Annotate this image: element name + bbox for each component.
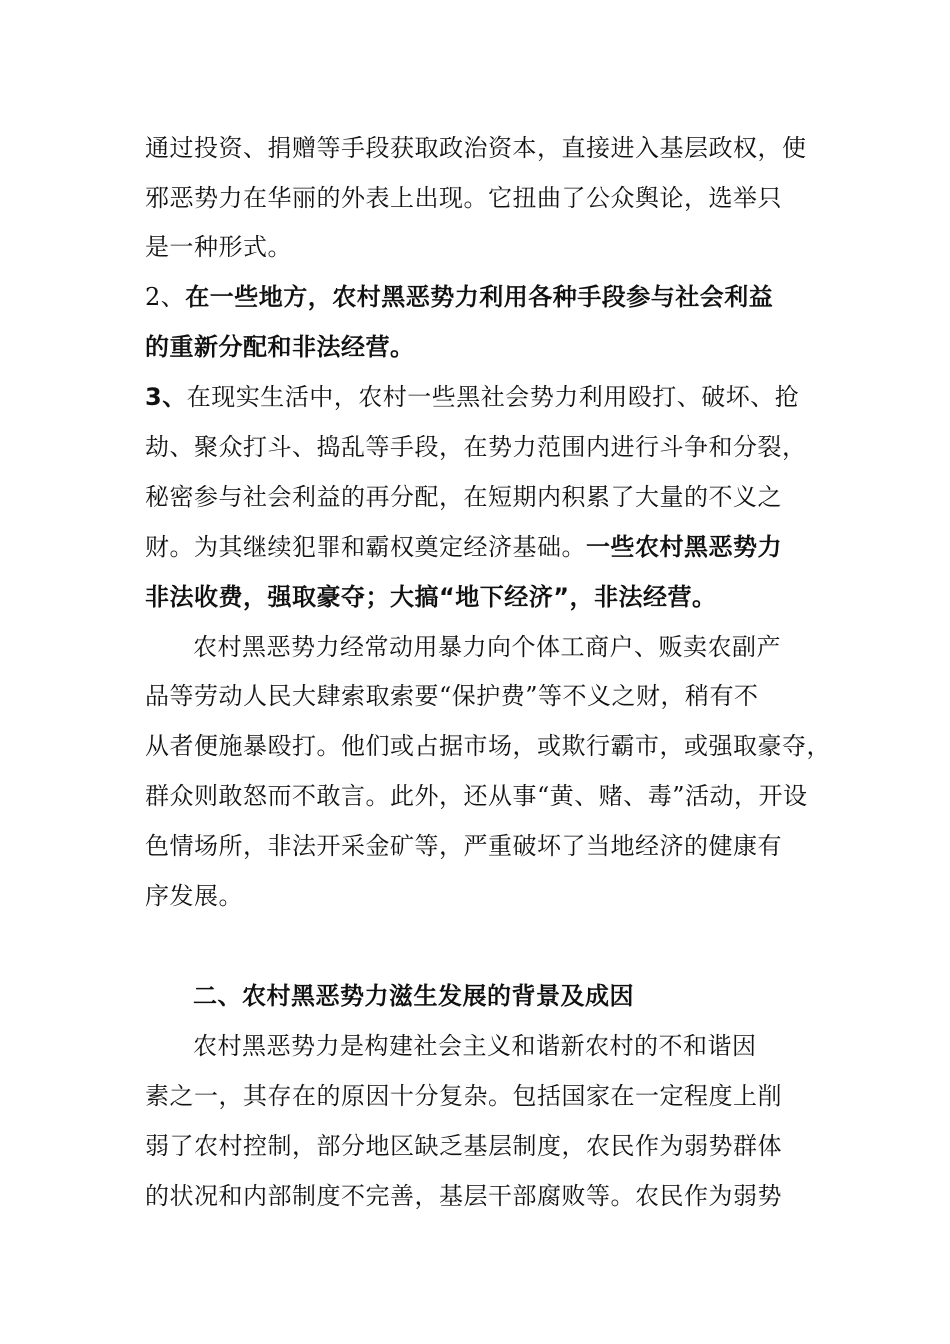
- section-heading: 二、农村黑恶势力滋生发展的背景及成因: [193, 982, 634, 1010]
- text-line: 劫、聚众打斗、捣乱等手段，在势力范围内进行斗争和分裂，: [145, 433, 807, 461]
- bold-text: 一些农村黑恶势力: [586, 533, 782, 561]
- text-span: 在现实生活中，农村一些黑社会势力利用殴打、破坏、抢: [186, 383, 800, 411]
- text-line: [145, 530, 782, 564]
- point-number: 3、: [145, 383, 187, 411]
- point-number: 2、: [145, 283, 186, 311]
- text-line: 的重新分配和非法经营。: [145, 333, 415, 361]
- text-line: 秘密参与社会利益的再分配，在短期内积累了大量的不义之: [145, 483, 782, 511]
- text-line: 素之一，其存在的原因十分复杂。包括国家在一定程度上削: [145, 1082, 782, 1110]
- numbered-point-3: [145, 380, 799, 414]
- paragraph-first-line: 农村黑恶势力经常动用暴力向个体工商户、贩卖农副产: [193, 633, 781, 661]
- bold-text: 在一些地方，农村黑恶势力利用各种手段参与社会利益: [185, 283, 774, 311]
- text-line: 弱了农村控制，部分地区缺乏基层制度，农民作为弱势群体: [145, 1132, 782, 1160]
- text-line: 从者便施暴殴打。他们或占据市场，或欺行霸市，或强取豪夺，: [145, 732, 831, 760]
- text-line: 品等劳动人民大肆索取索要“保护费”等不义之财，稍有不: [145, 682, 759, 710]
- text-line: 的状况和内部制度不完善，基层干部腐败等。农民作为弱势: [145, 1182, 782, 1210]
- text-span: 财。为其继续犯罪和霸权奠定经济基础。: [145, 533, 586, 561]
- text-line: 通过投资、捐赠等手段获取政治资本，直接进入基层政权，使: [145, 134, 807, 162]
- paragraph-first-line: 农村黑恶势力是构建社会主义和谐新农村的不和谐因: [193, 1032, 757, 1060]
- numbered-point-2: [145, 280, 773, 314]
- text-line: 邪恶势力在华丽的外表上出现。它扭曲了公众舆论，选举只: [145, 184, 782, 212]
- text-line: 群众则敢怒而不敢言。此外，还从事“黄、赌、毒”活动，开设: [145, 782, 808, 810]
- text-line: 是一种形式。: [145, 233, 292, 261]
- text-line: 色情场所，非法开采金矿等，严重破坏了当地经济的健康有: [145, 832, 782, 860]
- text-line: 序发展。: [145, 882, 243, 910]
- text-line: 非法收费，强取豪夺；大搞“地下经济”，非法经营。: [145, 583, 717, 611]
